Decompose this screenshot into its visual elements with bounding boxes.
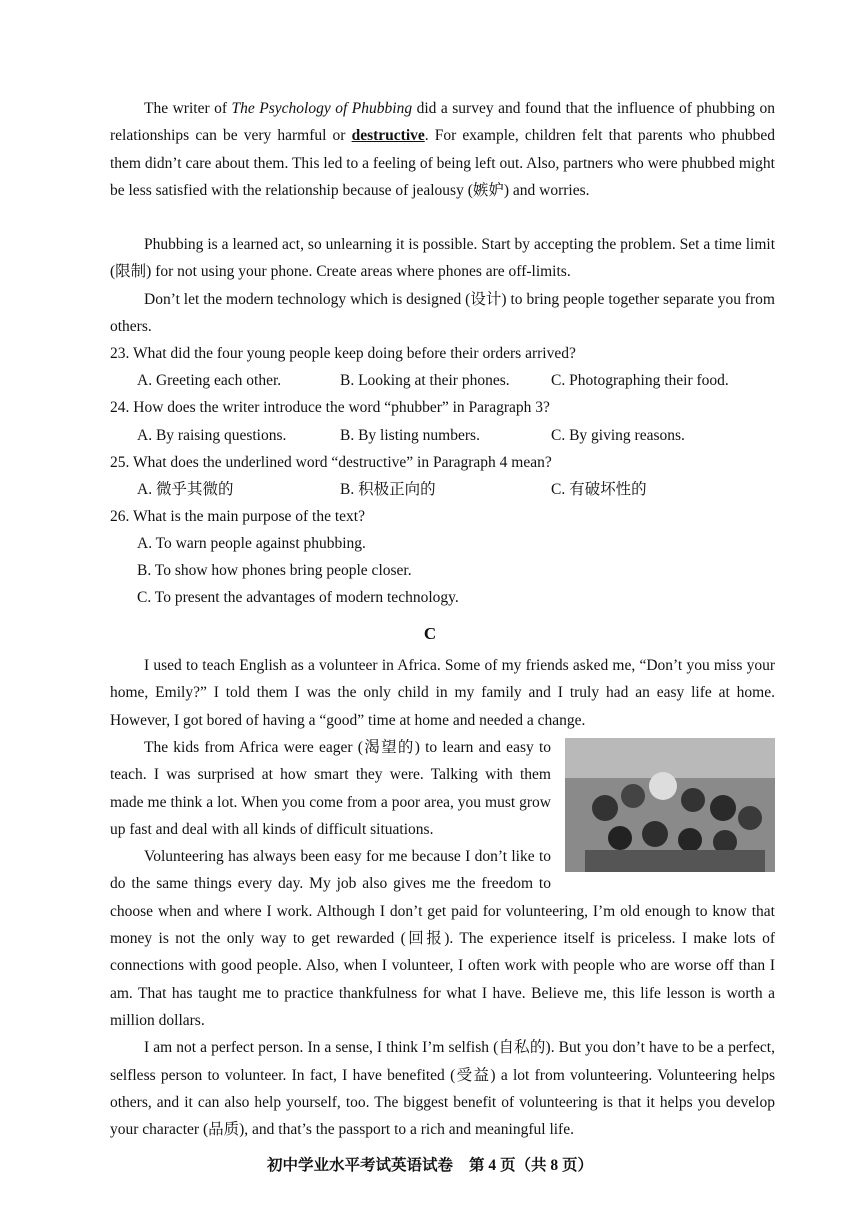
question-23-options xyxy=(137,367,777,394)
volunteer-photo xyxy=(565,738,775,872)
section-c-paragraph-3: Volunteering has always been easy for me because I don’t like to do the same things every day. My job also gives me the freedom to choose when and where I work. Although I don’t get paid for volunteering, I’m old enough to know that money is not the only way to get rewarded (回报). The experience itself is priceless. I make lots of connections with good people. Also, when I volunteer, I often work with people who are worse off than I am. That has taught me to practice thankfulness for what I have. Believe me, this life lesson is worth a million dollars. xyxy=(110,848,775,1029)
option-c: C. By giving reasons. xyxy=(551,427,685,444)
passage-b-paragraph-1 xyxy=(110,95,775,204)
section-c-title: C xyxy=(423,624,437,643)
question-26-option-a: A. To warn people against phubbing. xyxy=(137,535,366,552)
book-title: The Psychology of Phubbing xyxy=(231,100,413,117)
option-c: C. Photographing their food. xyxy=(551,372,729,389)
option-b: B. 积极正向的 xyxy=(340,481,436,498)
question-24-stem: 24. How does the writer introduce the word “phubber” in Paragraph 3? xyxy=(110,399,550,416)
passage-b-paragraph-2: Phubbing is a learned act, so unlearning it is possible. Start by accepting the problem. Set a time limit (限制) for not using your phone. Create areas where phones are off-limits. xyxy=(110,236,775,281)
page-footer xyxy=(0,1154,860,1178)
option-a: A. Greeting each other. xyxy=(137,372,282,389)
section-c-paragraph-4: I am not a perfect person. In a sense, I think I’m selfish (自私的). But you don’t have to be a perfect, selfless person to volunteer. In fact, I have benefited (受益) a lot from volunteering. Volunteering helps others, and it can also help yourself, too. The biggest benefit of volunteering is that it helps you develop your character (品质), and that’s the passport to a rich and meaningful life. xyxy=(110,1039,775,1139)
passage-b-paragraph-3: Don’t let the modern technology which is designed (设计) to bring people together separate you from others. xyxy=(110,291,775,336)
section-c-body xyxy=(110,734,775,1143)
option-c: C. 有破坏性的 xyxy=(551,481,647,498)
question-26-option-b: B. To show how phones bring people closer. xyxy=(137,562,412,579)
option-b: B. Looking at their phones. xyxy=(340,372,510,389)
underlined-word: destructive xyxy=(351,127,425,145)
p1-text-a: The writer of xyxy=(144,100,232,117)
option-a: A. 微乎其微的 xyxy=(137,481,234,498)
page-number: 第 4 页（共 8 页） xyxy=(468,1157,593,1174)
question-25-stem: 25. What does the underlined word “destructive” in Paragraph 4 mean? xyxy=(110,454,552,471)
question-25-options xyxy=(137,476,777,503)
section-c-paragraph-1: I used to teach English as a volunteer in Africa. Some of my friends asked me, “Don’t you miss your home, Emily?” I told them I was the only child in my family and I truly had an easy life at home. However, I got bored of having a “good” time at home and needed a change. xyxy=(110,657,775,729)
question-23-stem: 23. What did the four young people keep doing before their orders arrived? xyxy=(110,345,576,362)
option-a: A. By raising questions. xyxy=(137,427,287,444)
exam-name: 初中学业水平考试英语试卷 xyxy=(267,1157,454,1174)
question-26-stem: 26. What is the main purpose of the text? xyxy=(110,508,365,525)
question-24-options xyxy=(137,422,777,449)
p1-text-b: did a survey and found that the influence of phubbing on relationships can be very harmful or xyxy=(110,100,775,145)
option-b: B. By listing numbers. xyxy=(340,427,480,444)
p1-text-c: . For example, children felt that parents who phubbed them didn’t care about them. This led to a feeling of being left out. Also, partners who were phubbed might be less satisfied with the relationship because of jealousy (嫉妒) and worries. xyxy=(110,127,775,199)
question-26-option-c: C. To present the advantages of modern technology. xyxy=(137,589,459,606)
section-c-paragraph-2: The kids from Africa were eager (渴望的) to learn and easy to teach. I was surprised at how smart they were. Talking with them made me think a lot. When you come from a poor area, you must grow up fast and deal with all kinds of difficult situations. xyxy=(110,739,551,838)
